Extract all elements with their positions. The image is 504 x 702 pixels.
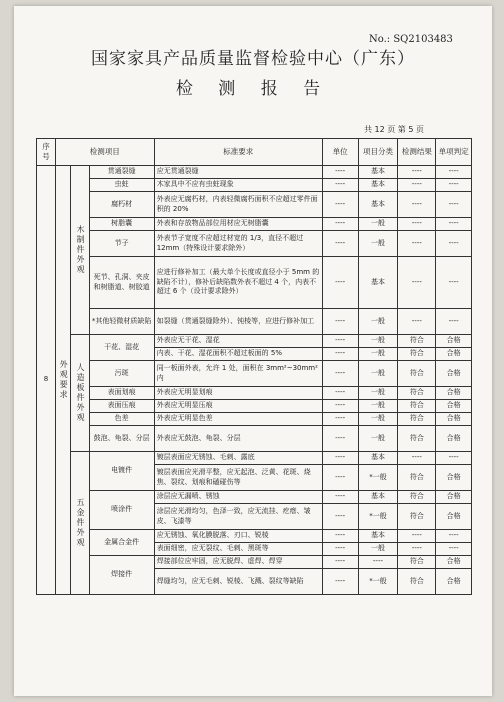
req-cell: 外表节子宽度不应超过材宽的 1/3，直径不超过 12mm（特殊设计要求除外） [154, 231, 322, 257]
class-cell: 一般 [358, 543, 398, 556]
req-cell: 外表和存放物品部位用材应无树脂囊 [154, 218, 322, 231]
judge-cell: 合格 [436, 387, 472, 400]
req-cell: 同一板面外表，允许 1 处，面积在 3mm²~30mm² 内 [154, 361, 322, 387]
req-cell: 涂层应光滑均匀，色泽一致，应无流挂、疙瘩、皱皮、飞漆等 [154, 504, 322, 530]
item-cell: 腐朽材 [89, 192, 154, 218]
item-cell: 表面划痕 [89, 387, 154, 400]
unit-cell: ---- [322, 348, 358, 361]
col-item: 检测项目 [55, 139, 154, 166]
result-cell: ---- [398, 543, 436, 556]
col-requirement: 标准要求 [154, 139, 322, 166]
result-cell: ---- [398, 192, 436, 218]
class-cell: 一般 [358, 335, 398, 348]
judge-cell: 合格 [436, 335, 472, 348]
item-cell: 色差 [89, 413, 154, 426]
req-cell: 涂层应无漏喷、锈蚀 [154, 491, 322, 504]
group-board: 人造板件外观 [70, 335, 89, 452]
class-cell: 基本 [358, 166, 398, 179]
class-cell: 一般 [358, 348, 398, 361]
result-cell: 符合 [398, 491, 436, 504]
req-cell: 外表应无鼓泡、龟裂、分层 [154, 426, 322, 452]
report-title: 检 测 报 告 [175, 79, 331, 99]
table-row [37, 218, 472, 231]
class-cell: 一般 [358, 400, 398, 413]
req-cell: 木家具中不应有虫蛀现象 [154, 179, 322, 192]
item-cell: 电镀件 [89, 452, 154, 491]
table-row [37, 530, 472, 543]
item-cell: *其他轻微材质缺陷 [89, 309, 154, 335]
class-cell: *一般 [358, 569, 398, 595]
class-cell: 一般 [358, 387, 398, 400]
unit-cell: ---- [322, 426, 358, 452]
item-cell: 虫蛀 [89, 179, 154, 192]
table-row [37, 179, 472, 192]
col-unit: 单位 [322, 139, 358, 166]
report-number: No.: SQ2103483 [369, 34, 453, 45]
unit-cell: ---- [322, 166, 358, 179]
judge-cell: 合格 [436, 569, 472, 595]
item-cell: 焊接件 [89, 556, 154, 595]
judge-cell: ---- [436, 218, 472, 231]
unit-cell: ---- [322, 218, 358, 231]
result-cell: ---- [398, 166, 436, 179]
seq-cell: 8 [37, 166, 56, 595]
unit-cell: ---- [322, 465, 358, 491]
class-cell: 一般 [358, 413, 398, 426]
table-row [37, 335, 472, 348]
result-cell: 符合 [398, 426, 436, 452]
req-cell: 外表应无干花、湿花 [154, 335, 322, 348]
judge-cell: ---- [436, 166, 472, 179]
class-cell: 基本 [358, 192, 398, 218]
judge-cell: 合格 [436, 400, 472, 413]
table-row [37, 231, 472, 257]
col-judgement: 单项判定 [436, 139, 472, 166]
item-cell: 表面压痕 [89, 400, 154, 413]
judge-cell: ---- [436, 543, 472, 556]
class-cell: 一般 [358, 231, 398, 257]
table-row [37, 309, 472, 335]
institution-title: 国家家具产品质量监督检验中心（广东） [91, 49, 415, 69]
item-cell: 金属合金件 [89, 530, 154, 556]
class-cell: 基本 [358, 179, 398, 192]
result-cell: 符合 [398, 400, 436, 413]
unit-cell: ---- [322, 452, 358, 465]
table-row [37, 426, 472, 452]
result-cell: 符合 [398, 569, 436, 595]
table-row [37, 166, 472, 179]
unit-cell: ---- [322, 179, 358, 192]
item-cell: 节子 [89, 231, 154, 257]
class-cell: 一般 [358, 309, 398, 335]
item-cell: 喷涂件 [89, 491, 154, 530]
judge-cell: 合格 [436, 361, 472, 387]
judge-cell: ---- [436, 192, 472, 218]
req-cell: 应进行修补加工（最大单个长度或直径小于 5mm 的缺陷不计），修补后缺陷数外表不超过 4 个，内表不超过 6 个（设计要求除外） [154, 257, 322, 309]
group-appearance: 外观要求 [55, 166, 70, 595]
req-cell: 应无贯通裂缝 [154, 166, 322, 179]
group-wood: 木制件外观 [70, 166, 89, 335]
result-cell: ---- [398, 452, 436, 465]
judge-cell: 合格 [436, 491, 472, 504]
judge-cell: ---- [436, 257, 472, 309]
req-cell: 外表应无明显划痕 [154, 387, 322, 400]
result-cell: ---- [398, 530, 436, 543]
table-row [37, 257, 472, 309]
class-cell: 一般 [358, 426, 398, 452]
result-cell: ---- [398, 179, 436, 192]
result-cell: ---- [398, 218, 436, 231]
item-cell: 干花、湿花 [89, 335, 154, 361]
class-cell: 基本 [358, 491, 398, 504]
item-cell: 贯通裂缝 [89, 166, 154, 179]
table-row [37, 400, 472, 413]
unit-cell: ---- [322, 569, 358, 595]
col-seq: 序号 [37, 139, 56, 166]
table-row [37, 452, 472, 465]
table-row [37, 491, 472, 504]
unit-cell: ---- [322, 491, 358, 504]
result-cell: 符合 [398, 465, 436, 491]
req-cell: 外表应无明显色差 [154, 413, 322, 426]
class-cell: 一般 [358, 361, 398, 387]
table-row [37, 413, 472, 426]
unit-cell: ---- [322, 504, 358, 530]
unit-cell: ---- [322, 413, 358, 426]
unit-cell: ---- [322, 387, 358, 400]
table-row [37, 192, 472, 218]
req-cell: 焊缝均匀，应无毛刺、锐棱、飞溅、裂纹等缺陷 [154, 569, 322, 595]
item-cell: 死节、孔洞、夹皮和树脂道、树胶道 [89, 257, 154, 309]
req-cell: 应无锈蚀、氧化膜脱落、刃口、锐棱 [154, 530, 322, 543]
judge-cell: 合格 [436, 504, 472, 530]
inspection-table [36, 138, 472, 595]
judge-cell: ---- [436, 179, 472, 192]
req-cell: 表面细密，应无裂纹、毛刺、黑斑等 [154, 543, 322, 556]
req-cell: 如裂缝（贯通裂缝除外）、钝棱等，应进行修补加工 [154, 309, 322, 335]
unit-cell: ---- [322, 257, 358, 309]
req-cell: 外表应无腐朽材，内表轻微腐朽面积不应超过零件面积的 20% [154, 192, 322, 218]
req-cell: 内表、干花、湿花面积不超过板面的 5% [154, 348, 322, 361]
table-row [37, 361, 472, 387]
judge-cell: 合格 [436, 348, 472, 361]
class-cell: 基本 [358, 257, 398, 309]
result-cell: ---- [398, 231, 436, 257]
class-cell: 基本 [358, 530, 398, 543]
class-cell: *一般 [358, 465, 398, 491]
result-cell: 符合 [398, 413, 436, 426]
unit-cell: ---- [322, 543, 358, 556]
unit-cell: ---- [322, 309, 358, 335]
unit-cell: ---- [322, 192, 358, 218]
judge-cell: 合格 [436, 413, 472, 426]
unit-cell: ---- [322, 335, 358, 348]
table-header [37, 139, 472, 166]
item-cell: 污斑 [89, 361, 154, 387]
req-cell: 焊接部位应牢固，应无脱焊、虚焊、焊穿 [154, 556, 322, 569]
unit-cell: ---- [322, 400, 358, 413]
item-cell: 鼓泡、龟裂、分层 [89, 426, 154, 452]
result-cell: ---- [398, 257, 436, 309]
unit-cell: ---- [322, 361, 358, 387]
class-cell: 基本 [358, 452, 398, 465]
result-cell: 符合 [398, 504, 436, 530]
unit-cell: ---- [322, 556, 358, 569]
req-cell: 镀层表面应无锈蚀、毛刺、露底 [154, 452, 322, 465]
class-cell: ---- [358, 556, 398, 569]
page-info: 共 12 页 第 5 页 [364, 125, 424, 134]
result-cell: 符合 [398, 348, 436, 361]
item-cell: 树脂囊 [89, 218, 154, 231]
judge-cell: ---- [436, 231, 472, 257]
col-result: 检测结果 [398, 139, 436, 166]
result-cell: 符合 [398, 556, 436, 569]
req-cell: 外表应无明显压痕 [154, 400, 322, 413]
result-cell: 符合 [398, 361, 436, 387]
unit-cell: ---- [322, 231, 358, 257]
judge-cell: ---- [436, 452, 472, 465]
report-page [14, 6, 492, 696]
table-row [37, 556, 472, 569]
unit-cell: ---- [322, 530, 358, 543]
table-row [37, 387, 472, 400]
judge-cell: ---- [436, 530, 472, 543]
judge-cell: 合格 [436, 465, 472, 491]
result-cell: 符合 [398, 387, 436, 400]
col-class: 项目分类 [358, 139, 398, 166]
result-cell: 符合 [398, 335, 436, 348]
req-cell: 镀层表面应光滑平整，应无起泡、泛黄、花斑、烧焦、裂纹、划痕和磕碰伤等 [154, 465, 322, 491]
judge-cell: 合格 [436, 426, 472, 452]
judge-cell: 合格 [436, 556, 472, 569]
class-cell: *一般 [358, 504, 398, 530]
judge-cell: ---- [436, 309, 472, 335]
group-metal: 五金件外观 [70, 452, 89, 595]
result-cell: ---- [398, 309, 436, 335]
class-cell: 一般 [358, 218, 398, 231]
